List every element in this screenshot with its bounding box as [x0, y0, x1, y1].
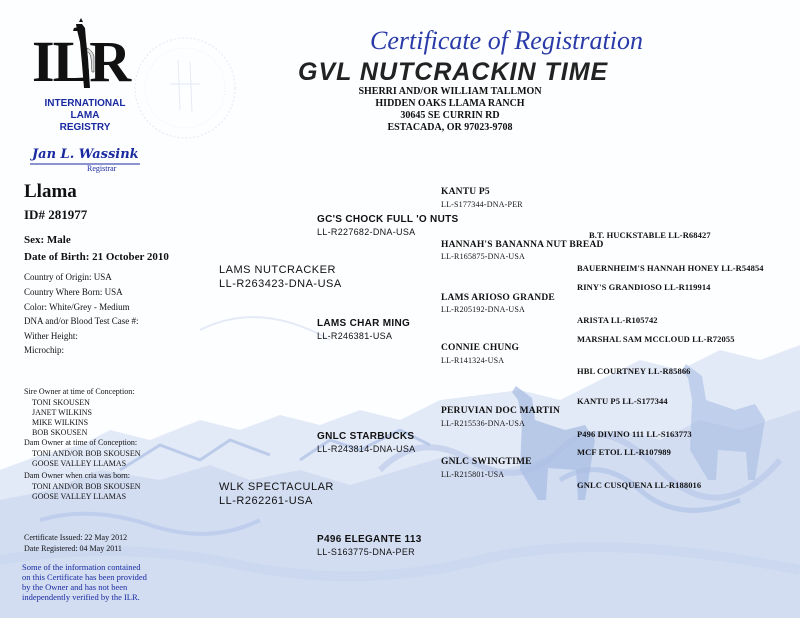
seal-watermark	[135, 38, 235, 138]
dam-name: WLK SPECTACULAR	[219, 481, 334, 493]
great-grandparent-reg: LL-R215536-DNA-USA	[441, 419, 526, 428]
animal-id: ID# 281977	[24, 207, 88, 222]
great-grandparent-name: HANNAH'S BANANNA NUT BREAD	[441, 240, 604, 250]
org-name	[26, 98, 144, 134]
dam-reg: LL-R262261-USA	[219, 495, 313, 507]
sire-owner: MIKE WILKINS	[32, 418, 89, 427]
gg-grandparent: BAUERNHEIM'S HANNAH HONEY LL-R54854	[577, 263, 764, 273]
gg-grandparent: KANTU P5 LL-S177344	[577, 396, 668, 406]
owner-address	[310, 86, 590, 134]
owner-line: ESTACADA, OR 97023-9708	[387, 122, 513, 133]
grandparent-name: GC'S CHOCK FULL 'O NUTS	[317, 214, 459, 225]
gg-grandparent: B.T. HUCKSTABLE LL-R68427	[589, 230, 711, 240]
grandparent-reg: LL-R243814-DNA-USA	[317, 444, 416, 454]
detail-microchip: Microchip:	[24, 345, 64, 355]
sire-reg: LL-R263423-DNA-USA	[219, 278, 342, 290]
great-grandparent-reg: LL-R141324-USA	[441, 356, 505, 365]
org-line: LAMA	[70, 110, 100, 121]
gg-grandparent: MCF ETOL LL-R107989	[577, 447, 671, 457]
dam-owner-label: Dam Owner at time of Conception:	[24, 438, 138, 447]
date-registered: Date Registered: 04 May 2011	[24, 544, 122, 553]
logo-letters: ILR	[32, 29, 130, 94]
gg-grandparent: HBL COURTNEY LL-R85866	[577, 366, 691, 376]
detail-wither-height: Wither Height:	[24, 331, 78, 341]
sire-owner: BOB SKOUSEN	[32, 428, 88, 437]
sire-owner: TONI SKOUSEN	[32, 398, 90, 407]
animal-name: GVL NUTCRACKIN TIME	[298, 58, 609, 86]
great-grandparent-name: GNLC SWINGTIME	[441, 457, 532, 467]
born-owner: TONI AND/OR BOB SKOUSEN	[32, 482, 141, 491]
gg-grandparent: RINY'S GRANDIOSO LL-R119914	[577, 282, 711, 292]
disclaimer: Some of the information contained on this Certificate has been provided by the Owner and has not been independently verified by the ILR.	[22, 562, 147, 602]
great-grandparent-reg: LL-R165875-DNA-USA	[441, 252, 526, 261]
animal-dob: Date of Birth: 21 October 2010	[24, 251, 169, 263]
grandparent-reg: LL-R246381-USA	[317, 331, 393, 341]
grandparent-reg: LL-R227682-DNA-USA	[317, 227, 416, 237]
great-grandparent-name: LAMS ARIOSO GRANDE	[441, 293, 555, 303]
detail-country-origin: Country of Origin: USA	[24, 272, 112, 282]
sire-name: LAMS NUTCRACKER	[219, 264, 336, 276]
grandparent-reg: LL-S163775-DNA-PER	[317, 547, 415, 557]
certificate-title: Certificate of Registration	[370, 26, 643, 55]
sire-owner-label: Sire Owner at time of Conception:	[24, 387, 135, 396]
org-line: INTERNATIONAL	[44, 98, 126, 109]
signature-underline	[30, 162, 140, 166]
dam-owner: TONI AND/OR BOB SKOUSEN	[32, 449, 141, 458]
detail-country-born: Country Where Born: USA	[24, 287, 123, 297]
owner-line: HIDDEN OAKS LLAMA RANCH	[375, 98, 525, 109]
animal-sex: Sex: Male	[24, 234, 71, 246]
great-grandparent-name: CONNIE CHUNG	[441, 343, 520, 353]
grandparent-name: GNLC STARBUCKS	[317, 431, 415, 442]
registrar-label: Registrar	[87, 164, 117, 173]
great-grandparent-reg: LL-R215801-USA	[441, 470, 505, 479]
great-grandparent-name: PERUVIAN DOC MARTIN	[441, 406, 561, 416]
detail-dna: DNA and/or Blood Test Case #:	[24, 316, 139, 326]
dam-owner: GOOSE VALLEY LLAMAS	[32, 459, 127, 468]
registrar-signature: Jan L. Wassink	[32, 147, 139, 162]
grandparent-name: LAMS CHAR MING	[317, 318, 411, 329]
detail-color: Color: White/Grey - Medium	[24, 302, 130, 312]
great-grandparent-reg: LL-S177344-DNA-PER	[441, 200, 523, 209]
org-line: REGISTRY	[59, 122, 111, 133]
owner-line: 30645 SE CURRIN RD	[400, 110, 500, 121]
certificate-issued: Certificate Issued: 22 May 2012	[24, 533, 128, 542]
great-grandparent-name: KANTU P5	[441, 187, 490, 197]
gg-grandparent: ARISTA LL-R105742	[577, 315, 658, 325]
grandparent-name: P496 ELEGANTE 113	[317, 534, 422, 545]
gg-grandparent: P496 DIVINO 111 LL-S163773	[577, 429, 692, 439]
great-grandparent-reg: LL-R205192-DNA-USA	[441, 305, 526, 314]
ilr-logo	[30, 18, 140, 158]
born-owner-label: Dam Owner when cria was born:	[24, 471, 130, 480]
gg-grandparent: MARSHAL SAM MCCLOUD LL-R72055	[577, 334, 735, 344]
owner-line: SHERRI AND/OR WILLIAM TALLMON	[358, 86, 542, 97]
gg-grandparent: GNLC CUSQUENA LL-R188016	[577, 480, 702, 490]
born-owner: GOOSE VALLEY LLAMAS	[32, 492, 127, 501]
sire-owner: JANET WILKINS	[32, 408, 92, 417]
species: Llama	[24, 181, 77, 202]
